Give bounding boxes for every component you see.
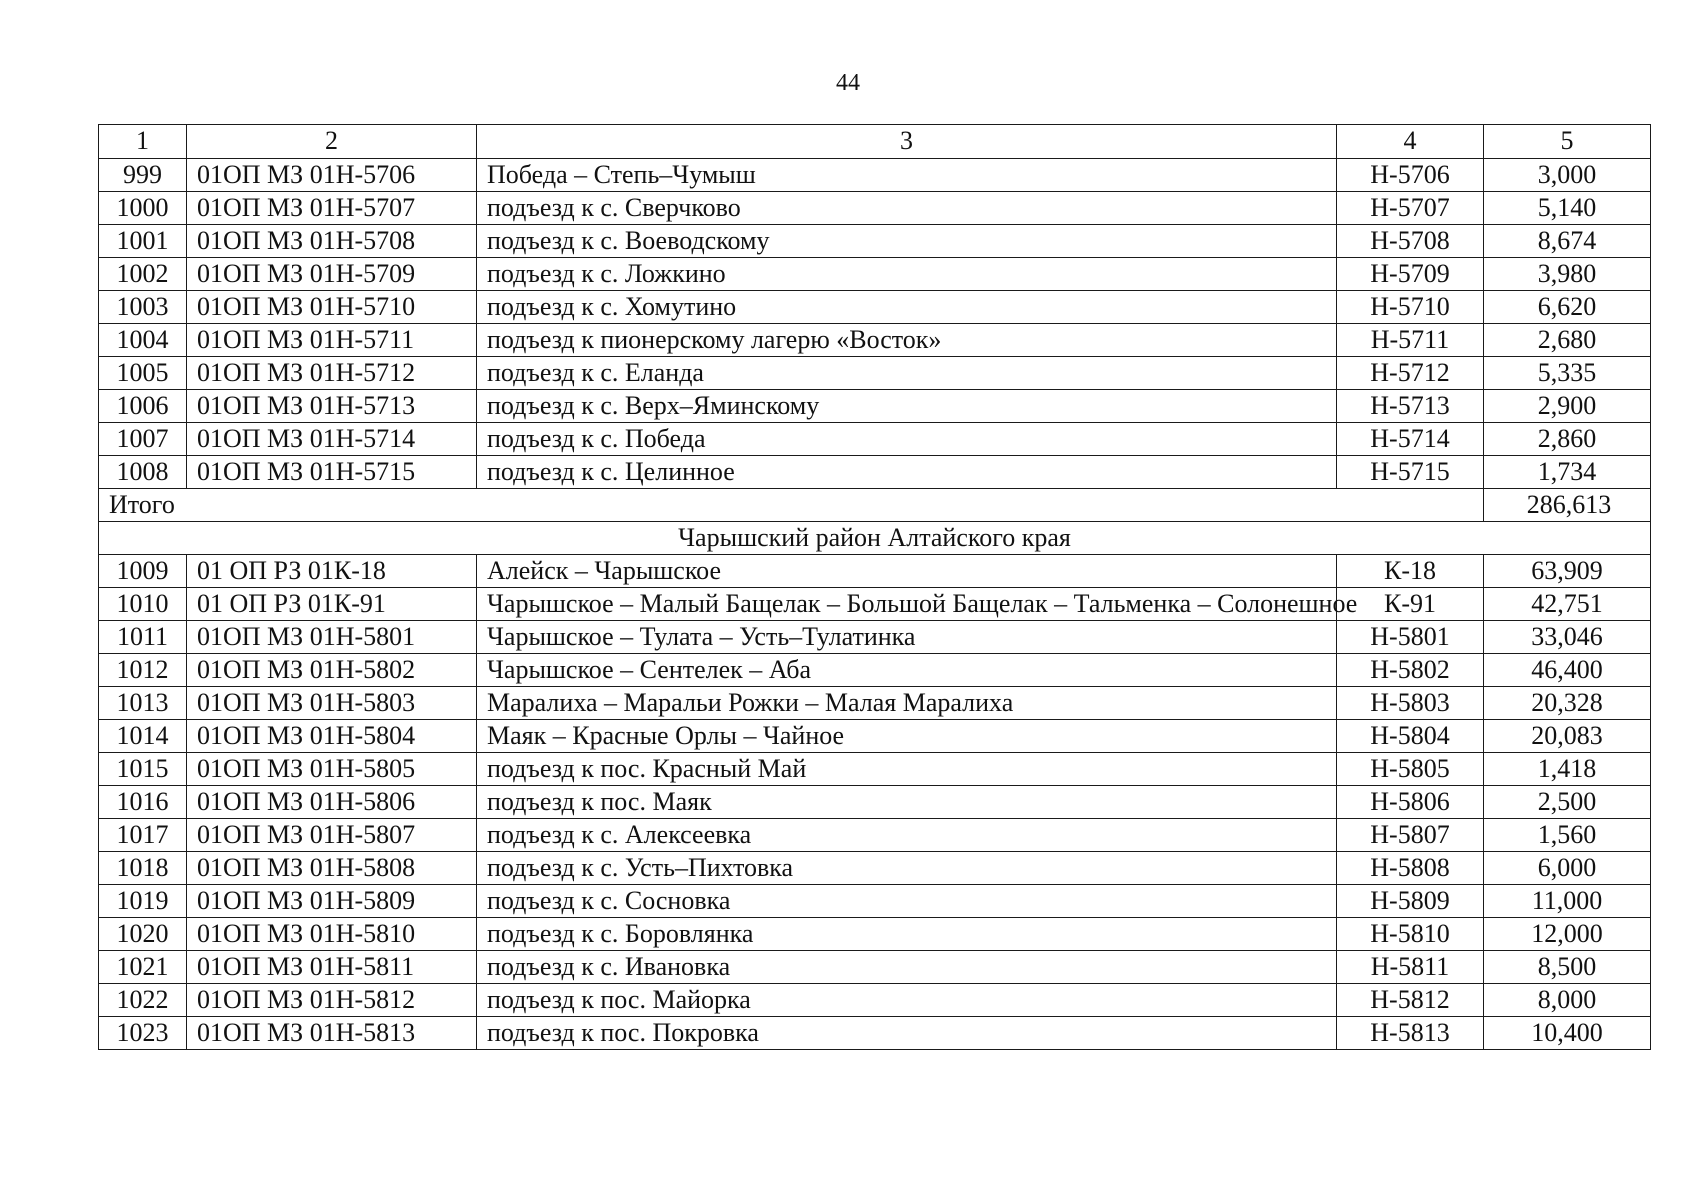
road-length-cell: 3,000 [1484,159,1651,192]
row-number-cell: 1018 [99,852,187,885]
row-number-cell: 999 [99,159,187,192]
road-name-cell: подъезд к с. Усть–Пихтовка [477,852,1337,885]
row-number-cell: 1005 [99,357,187,390]
road-index-cell: Н-5803 [1337,687,1484,720]
road-name-cell: подъезд к пос. Маяк [477,786,1337,819]
road-code-cell: 01ОП МЗ 01Н-5810 [187,918,477,951]
row-number-cell: 1010 [99,588,187,621]
column-header: 1 [99,125,187,159]
road-length-cell: 1,560 [1484,819,1651,852]
row-number-cell: 1000 [99,192,187,225]
table-row [99,819,1651,852]
page-number: 44 [836,70,860,96]
row-number-cell: 1007 [99,423,187,456]
road-index-cell: Н-5807 [1337,819,1484,852]
row-number-cell: 1021 [99,951,187,984]
road-index-cell: Н-5712 [1337,357,1484,390]
table-total-section [99,489,1651,555]
table-row [99,324,1651,357]
road-length-cell: 12,000 [1484,918,1651,951]
road-code-cell: 01ОП МЗ 01Н-5715 [187,456,477,489]
road-name-cell: подъезд к с. Воеводскому [477,225,1337,258]
table-header [99,125,1651,159]
table-row [99,159,1651,192]
table-row [99,390,1651,423]
table-row [99,918,1651,951]
road-length-cell: 42,751 [1484,588,1651,621]
table-row [99,357,1651,390]
road-length-cell: 2,900 [1484,390,1651,423]
road-name-cell: подъезд к пионерскому лагерю «Восток» [477,324,1337,357]
road-length-cell: 2,500 [1484,786,1651,819]
road-code-cell: 01ОП МЗ 01Н-5811 [187,951,477,984]
road-code-cell: 01ОП МЗ 01Н-5712 [187,357,477,390]
row-number-cell: 1012 [99,654,187,687]
table-row [99,951,1651,984]
road-name-cell: подъезд к с. Алексеевка [477,819,1337,852]
row-number-cell: 1015 [99,753,187,786]
road-code-cell: 01 ОП РЗ 01К-91 [187,588,477,621]
row-number-cell: 1004 [99,324,187,357]
road-name-cell: подъезд к пос. Красный Май [477,753,1337,786]
table-row [99,225,1651,258]
road-code-cell: 01ОП МЗ 01Н-5804 [187,720,477,753]
road-code-cell: 01ОП МЗ 01Н-5809 [187,885,477,918]
table-row [99,456,1651,489]
road-code-cell: 01ОП МЗ 01Н-5808 [187,852,477,885]
road-code-cell: 01ОП МЗ 01Н-5803 [187,687,477,720]
road-length-cell: 10,400 [1484,1017,1651,1050]
row-number-cell: 1006 [99,390,187,423]
road-index-cell: Н-5713 [1337,390,1484,423]
road-index-cell: Н-5808 [1337,852,1484,885]
row-number-cell: 1002 [99,258,187,291]
road-index-cell: Н-5802 [1337,654,1484,687]
table-row [99,687,1651,720]
road-index-cell: К-18 [1337,555,1484,588]
column-header: 5 [1484,125,1651,159]
table-row [99,291,1651,324]
road-name-cell: Победа – Степь–Чумыш [477,159,1337,192]
road-name-cell: подъезд к с. Победа [477,423,1337,456]
row-number-cell: 1017 [99,819,187,852]
road-length-cell: 11,000 [1484,885,1651,918]
road-index-cell: Н-5710 [1337,291,1484,324]
road-index-cell: Н-5810 [1337,918,1484,951]
road-length-cell: 46,400 [1484,654,1651,687]
road-length-cell: 20,328 [1484,687,1651,720]
column-header: 2 [187,125,477,159]
road-index-cell: Н-5709 [1337,258,1484,291]
road-code-cell: 01ОП МЗ 01Н-5805 [187,753,477,786]
road-name-cell: подъезд к с. Сверчково [477,192,1337,225]
road-name-cell: Чарышское – Тулата – Усть–Тулатинка [477,621,1337,654]
column-header: 4 [1337,125,1484,159]
road-code-cell: 01ОП МЗ 01Н-5709 [187,258,477,291]
table-row [99,192,1651,225]
table-body-group-1 [99,159,1651,489]
road-index-cell: Н-5708 [1337,225,1484,258]
table-row [99,258,1651,291]
road-length-cell: 5,335 [1484,357,1651,390]
road-name-cell: Маяк – Красные Орлы – Чайное [477,720,1337,753]
road-index-cell: Н-5806 [1337,786,1484,819]
road-name-cell: подъезд к с. Еланда [477,357,1337,390]
road-length-cell: 3,980 [1484,258,1651,291]
road-length-cell: 1,418 [1484,753,1651,786]
road-code-cell: 01ОП МЗ 01Н-5807 [187,819,477,852]
total-value: 286,613 [1484,489,1651,522]
table-row [99,885,1651,918]
road-code-cell: 01ОП МЗ 01Н-5713 [187,390,477,423]
road-name-cell: подъезд к с. Сосновка [477,885,1337,918]
road-name-cell: подъезд к пос. Покровка [477,1017,1337,1050]
table-row [99,621,1651,654]
road-index-cell: Н-5706 [1337,159,1484,192]
row-number-cell: 1014 [99,720,187,753]
row-number-cell: 1008 [99,456,187,489]
road-code-cell: 01ОП МЗ 01Н-5714 [187,423,477,456]
road-name-cell: Алейск – Чарышское [477,555,1337,588]
road-length-cell: 6,620 [1484,291,1651,324]
row-number-cell: 1011 [99,621,187,654]
road-index-cell: Н-5711 [1337,324,1484,357]
row-number-cell: 1013 [99,687,187,720]
table-row [99,654,1651,687]
road-length-cell: 2,680 [1484,324,1651,357]
road-code-cell: 01 ОП РЗ 01К-18 [187,555,477,588]
total-label: Итого [99,489,1484,522]
road-length-cell: 33,046 [1484,621,1651,654]
road-length-cell: 8,000 [1484,984,1651,1017]
road-index-cell: Н-5811 [1337,951,1484,984]
road-name-cell: подъезд к с. Ивановка [477,951,1337,984]
road-index-cell: Н-5707 [1337,192,1484,225]
road-code-cell: 01ОП МЗ 01Н-5801 [187,621,477,654]
roads-table [98,124,1651,1050]
road-index-cell: Н-5714 [1337,423,1484,456]
road-length-cell: 8,674 [1484,225,1651,258]
road-index-cell: Н-5715 [1337,456,1484,489]
table-row [99,1017,1651,1050]
row-number-cell: 1023 [99,1017,187,1050]
road-code-cell: 01ОП МЗ 01Н-5802 [187,654,477,687]
road-code-cell: 01ОП МЗ 01Н-5806 [187,786,477,819]
row-number-cell: 1020 [99,918,187,951]
section-title: Чарышский район Алтайского края [99,522,1651,555]
road-index-cell: Н-5812 [1337,984,1484,1017]
road-name-cell: подъезд к с. Боровлянка [477,918,1337,951]
road-code-cell: 01ОП МЗ 01Н-5711 [187,324,477,357]
total-row [99,489,1651,522]
road-index-cell: Н-5801 [1337,621,1484,654]
table-row [99,423,1651,456]
road-length-cell: 8,500 [1484,951,1651,984]
road-code-cell: 01ОП МЗ 01Н-5706 [187,159,477,192]
road-name-cell: Чарышское – Малый Бащелак – Большой Бащелак – Тальменка – Солонешное [477,588,1337,621]
road-name-cell: подъезд к с. Ложкино [477,258,1337,291]
road-index-cell: Н-5805 [1337,753,1484,786]
table-row [99,720,1651,753]
row-number-cell: 1001 [99,225,187,258]
table-row [99,753,1651,786]
road-index-cell: Н-5804 [1337,720,1484,753]
row-number-cell: 1019 [99,885,187,918]
road-length-cell: 1,734 [1484,456,1651,489]
road-length-cell: 20,083 [1484,720,1651,753]
row-number-cell: 1022 [99,984,187,1017]
table-row [99,588,1651,621]
table-row [99,984,1651,1017]
road-name-cell: подъезд к пос. Майорка [477,984,1337,1017]
road-name-cell: Маралиха – Маральи Рожки – Малая Маралиха [477,687,1337,720]
road-index-cell: Н-5813 [1337,1017,1484,1050]
road-index-cell: К-91 [1337,588,1484,621]
road-name-cell: подъезд к с. Верх–Яминскому [477,390,1337,423]
road-code-cell: 01ОП МЗ 01Н-5707 [187,192,477,225]
road-code-cell: 01ОП МЗ 01Н-5812 [187,984,477,1017]
road-index-cell: Н-5809 [1337,885,1484,918]
road-code-cell: 01ОП МЗ 01Н-5708 [187,225,477,258]
section-row [99,522,1651,555]
road-length-cell: 5,140 [1484,192,1651,225]
road-name-cell: Чарышское – Сентелек – Аба [477,654,1337,687]
row-number-cell: 1003 [99,291,187,324]
road-length-cell: 2,860 [1484,423,1651,456]
column-header: 3 [477,125,1337,159]
road-length-cell: 63,909 [1484,555,1651,588]
table-body-group-2 [99,555,1651,1050]
road-code-cell: 01ОП МЗ 01Н-5710 [187,291,477,324]
row-number-cell: 1009 [99,555,187,588]
row-number-cell: 1016 [99,786,187,819]
table-row [99,852,1651,885]
road-length-cell: 6,000 [1484,852,1651,885]
table-row [99,555,1651,588]
road-code-cell: 01ОП МЗ 01Н-5813 [187,1017,477,1050]
table-row [99,786,1651,819]
road-name-cell: подъезд к с. Хомутино [477,291,1337,324]
road-name-cell: подъезд к с. Целинное [477,456,1337,489]
